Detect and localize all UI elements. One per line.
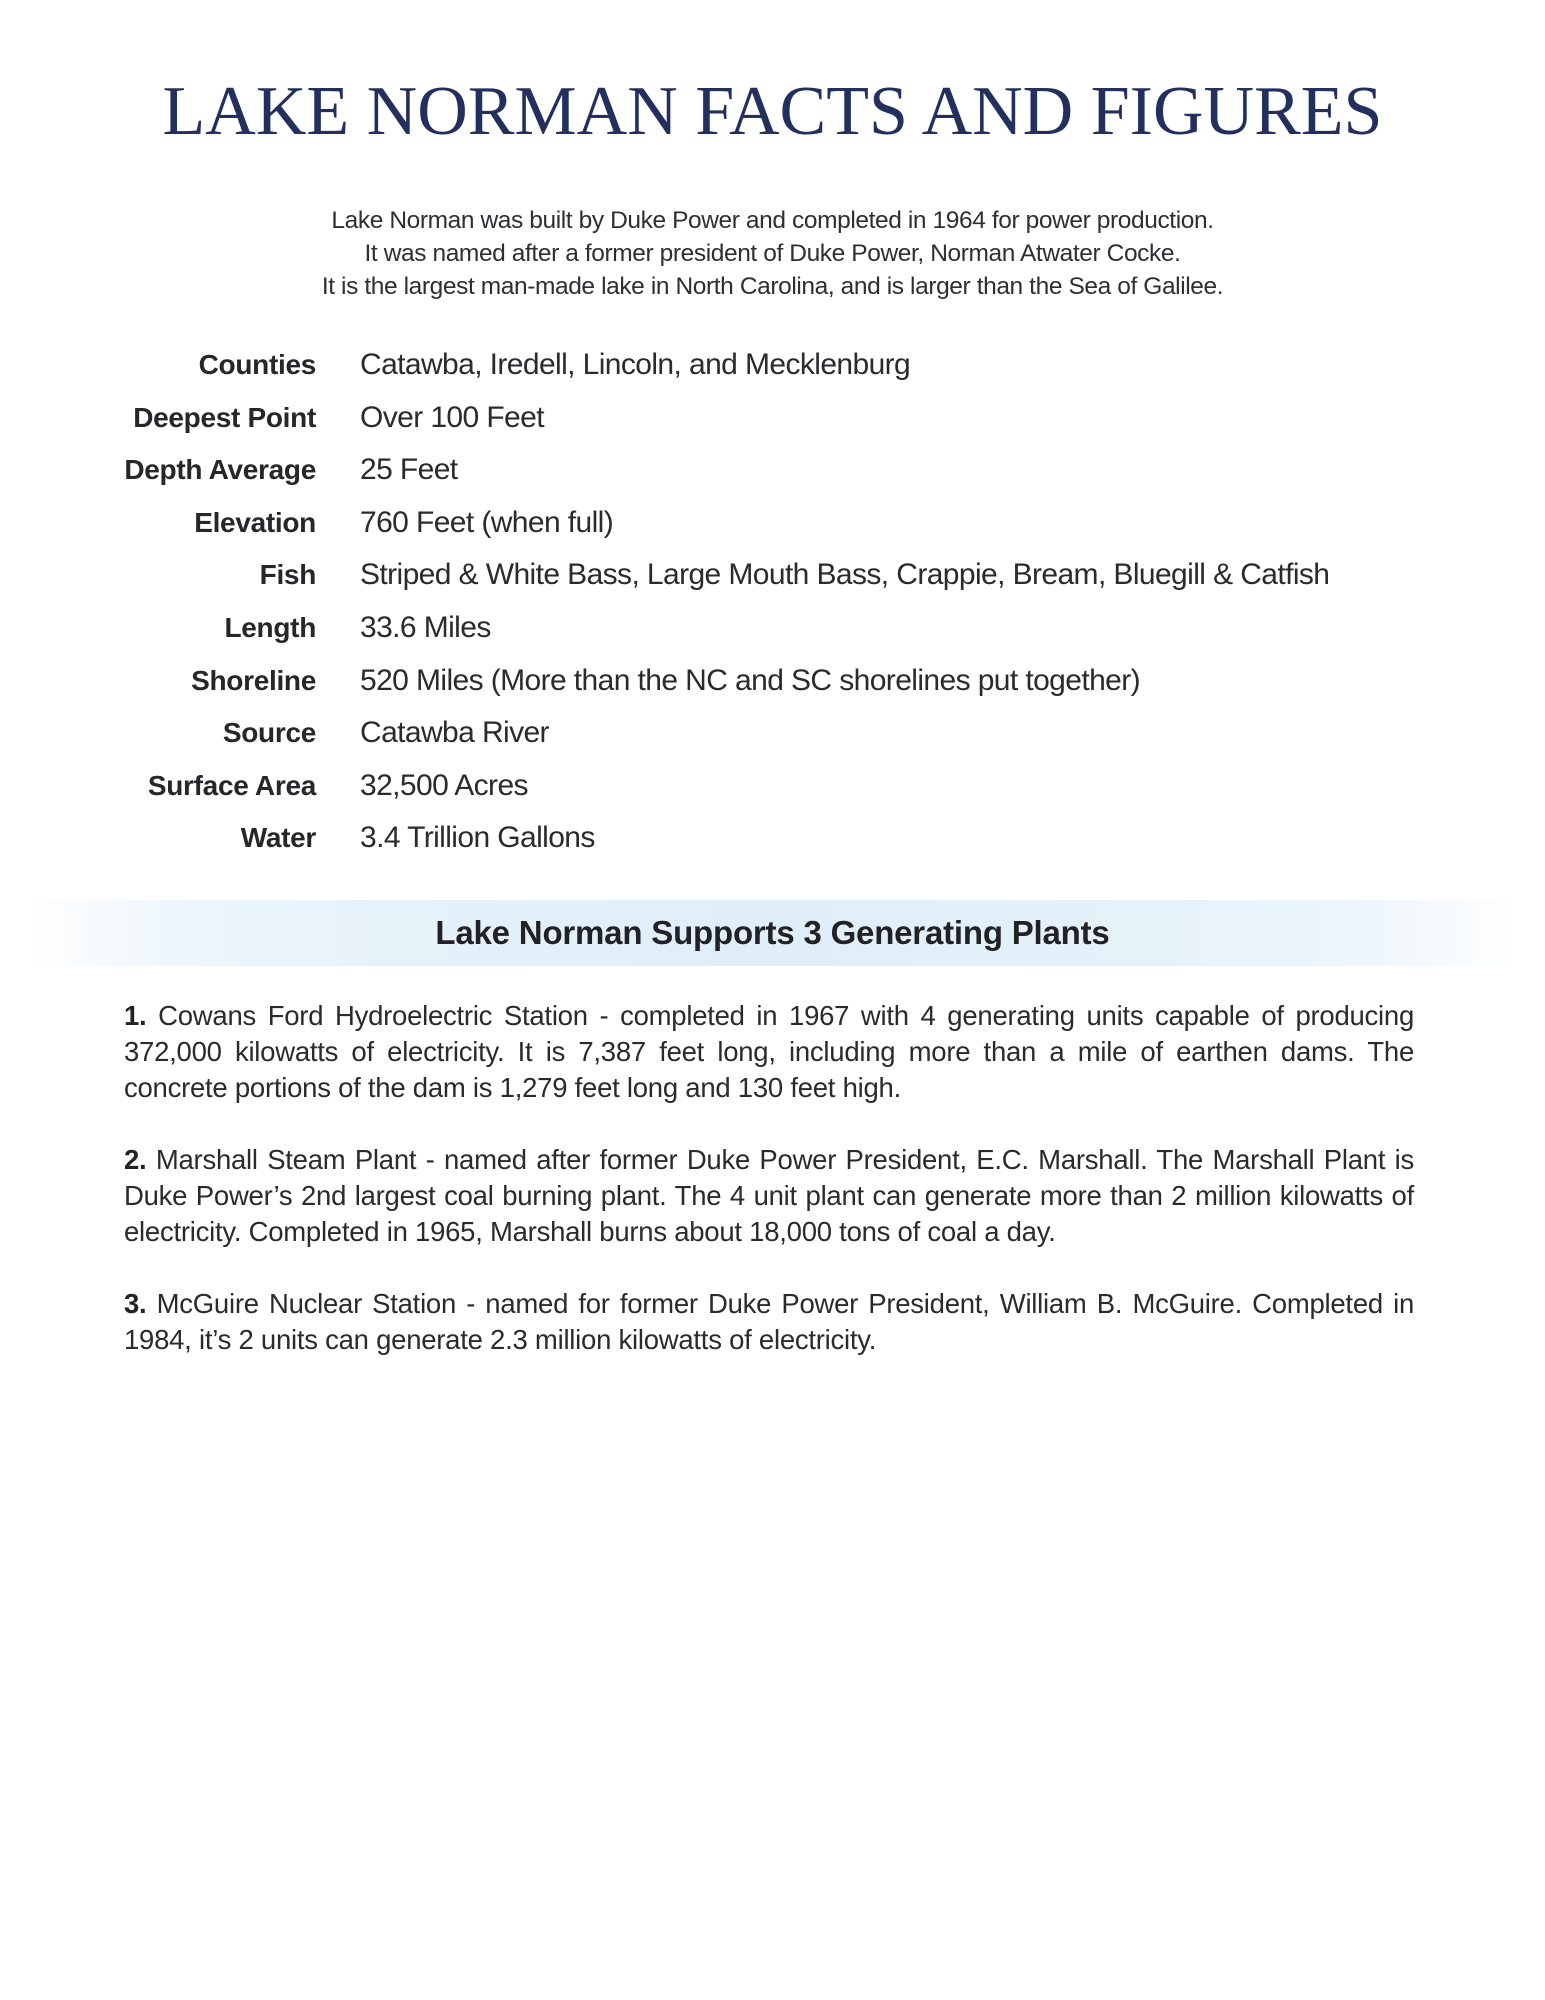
- fact-label: Shoreline: [191, 664, 316, 696]
- fact-value: Catawba River: [360, 716, 549, 750]
- fact-row-counties: [0, 348, 1545, 401]
- plant-number: 1.: [124, 1000, 147, 1031]
- fact-row-length: [0, 611, 1545, 664]
- fact-value: 3.4 Trillion Gallons: [360, 821, 595, 855]
- plant-number: 2.: [124, 1144, 147, 1175]
- intro-paragraph: [0, 204, 1545, 303]
- fact-row-elevation: [0, 506, 1545, 559]
- plant-description: McGuire Nuclear Station - named for former Duke Power President, William B. McGuire. Completed in 1984, it’s 2 units can generate 2.3 million kilowatts of electricity.: [124, 1288, 1414, 1355]
- fact-row-surface-area: [0, 769, 1545, 822]
- fact-label: Deepest Point: [133, 401, 316, 433]
- fact-label: Surface Area: [147, 769, 316, 801]
- fact-row-deepest-point: [0, 401, 1545, 454]
- fact-row-water: [0, 821, 1545, 874]
- fact-label: Length: [224, 611, 316, 643]
- section-heading: Lake Norman Supports 3 Generating Plants: [435, 914, 1110, 951]
- fact-row-fish: [0, 558, 1545, 611]
- fact-value: Catawba, Iredell, Lincoln, and Mecklenburg: [360, 348, 911, 381]
- fact-label: Source: [222, 717, 316, 749]
- fact-value: 32,500 Acres: [360, 768, 528, 802]
- fact-row-source: [0, 716, 1545, 769]
- fact-value: 760 Feet (when full): [360, 505, 614, 539]
- fact-label: Counties: [198, 349, 316, 380]
- page-title: LAKE NORMAN FACTS AND FIGURES: [162, 73, 1383, 150]
- fact-value: 520 Miles (More than the NC and SC shorelines put together): [360, 663, 1141, 697]
- fact-row-shoreline: [0, 664, 1545, 717]
- plant-item-mcguire: [124, 1286, 1414, 1358]
- plant-item-cowans-ford: [124, 998, 1414, 1106]
- plants-list: [124, 998, 1414, 1394]
- facts-table: [0, 348, 1545, 874]
- plant-description: Cowans Ford Hydroelectric Station - completed in 1967 with 4 generating units capable of producing 372,000 kilowatts of electricity. It is 7,387 feet long, including more than a mile of earthen dams. The concrete portions of the dam is 1,279 feet long and 130 feet high.: [124, 1000, 1415, 1103]
- fact-label: Elevation: [194, 506, 316, 538]
- fact-row-depth-average: [0, 453, 1545, 506]
- fact-value: Striped & White Bass, Large Mouth Bass, Crappie, Bream, Bluegill & Catfish: [360, 558, 1330, 592]
- fact-value: 33.6 Miles: [360, 610, 491, 644]
- section-banner: [30, 900, 1515, 966]
- fact-label: Water: [240, 822, 316, 854]
- plant-number: 3.: [124, 1288, 147, 1319]
- intro-line: It was named after a former president of Duke Power, Norman Atwater Cocke.: [364, 240, 1181, 267]
- fact-value: 25 Feet: [360, 453, 458, 487]
- fact-label: Fish: [259, 559, 316, 591]
- intro-line: Lake Norman was built by Duke Power and completed in 1964 for power production.: [331, 207, 1214, 234]
- plant-description: Marshall Steam Plant - named after former Duke Power President, E.C. Marshall. The Marshall Plant is Duke Power’s 2nd largest coal burning plant. The 4 unit plant can generate more than 2 million kilowatts of electricity. Completed in 1965, Marshall burns about 18,000 tons of coal a day.: [124, 1144, 1414, 1247]
- fact-value: Over 100 Feet: [360, 400, 544, 434]
- fact-label: Depth Average: [124, 454, 316, 486]
- intro-line: It is the largest man-made lake in North Carolina, and is larger than the Sea of Galilee.: [321, 273, 1224, 300]
- plant-item-marshall: [124, 1142, 1414, 1250]
